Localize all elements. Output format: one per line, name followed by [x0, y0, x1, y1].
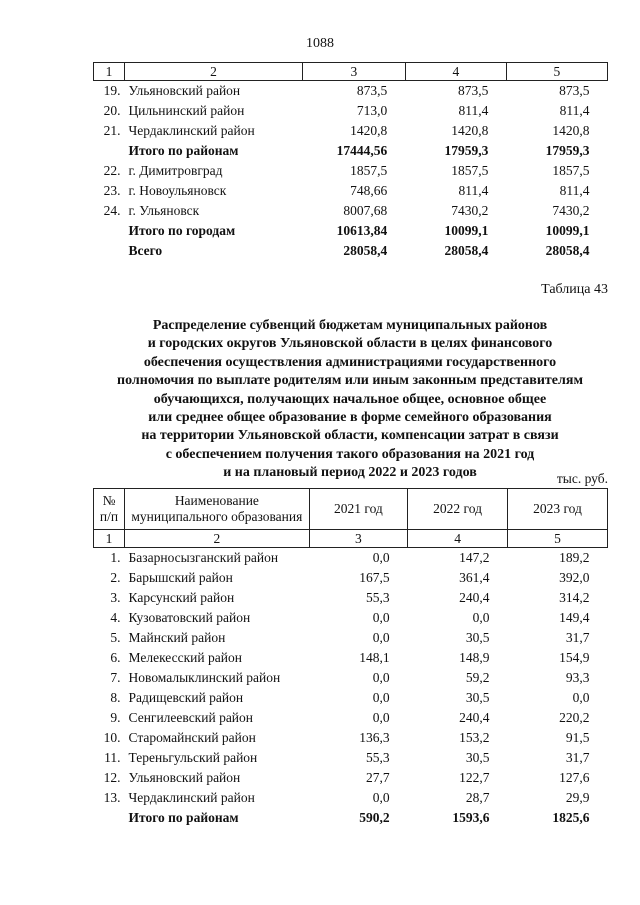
heading-line: или среднее общее образование в форме семейного образования [148, 410, 552, 426]
value-2022: 28058,4 [444, 243, 489, 258]
value-2021: 0,0 [372, 550, 390, 565]
value-2023: 149,4 [559, 610, 590, 625]
value-2021: 27,7 [365, 770, 390, 785]
value-2021: 148,1 [359, 650, 390, 665]
row-name: Чердаклинский район [128, 123, 255, 138]
value-2021: 713,0 [356, 103, 388, 118]
bottom-table-header [94, 489, 608, 530]
row-name: Ульяновский район [128, 770, 241, 785]
column-number: 4 [405, 63, 506, 81]
header-2021: 2021 год [309, 489, 407, 530]
top-table [93, 62, 608, 261]
value-2021: 136,3 [359, 730, 390, 745]
column-number: 5 [506, 63, 607, 81]
header-name: Наименование муниципального образования [125, 489, 310, 530]
row-number: 2. [110, 570, 121, 585]
row-number: 23. [103, 183, 121, 198]
value-2021: 0,0 [372, 690, 390, 705]
value-2023: 91,5 [565, 730, 590, 745]
column-number: 1 [94, 530, 125, 548]
table-row [94, 688, 608, 708]
value-2022: 1857,5 [451, 163, 489, 178]
table-row [94, 141, 608, 161]
value-2023: 10099,1 [545, 223, 590, 238]
table-row [94, 161, 608, 181]
table-row [94, 668, 608, 688]
value-2022: 811,4 [458, 183, 489, 198]
row-name: г. Ульяновск [128, 203, 200, 218]
value-2021: 55,3 [365, 590, 390, 605]
row-name: Кузоватовский район [128, 610, 251, 625]
value-2022: 10099,1 [444, 223, 489, 238]
row-name: Базарносызганский район [128, 550, 279, 565]
table-row [94, 101, 608, 121]
row-number [94, 141, 125, 161]
value-2023: 31,7 [565, 630, 590, 645]
row-number: 5. [110, 630, 121, 645]
header-2023: 2023 год [508, 489, 608, 530]
page-number: 1088 [306, 36, 334, 51]
row-number: 6. [110, 650, 121, 665]
value-2023: 189,2 [559, 550, 590, 565]
row-number: 9. [110, 710, 121, 725]
value-2021: 0,0 [372, 610, 390, 625]
value-2023: 1420,8 [552, 123, 590, 138]
heading-line: полномочия по выплате родителям или иным законным представителям [117, 373, 583, 389]
heading-line: на территории Ульяновской области, компенсации затрат в связи [141, 428, 559, 444]
table-row [94, 588, 608, 608]
table-row [94, 808, 608, 828]
value-2022: 1593,6 [452, 810, 490, 825]
table-row [94, 768, 608, 788]
column-number: 3 [309, 530, 407, 548]
value-2022: 7430,2 [451, 203, 489, 218]
bottom-table-body [94, 489, 608, 829]
value-2021: 28058,4 [343, 243, 388, 258]
row-number: 1. [110, 550, 121, 565]
heading-line: обеспечения осуществления администрациями государственного [143, 354, 557, 370]
value-2021: 10613,84 [336, 223, 388, 238]
bottom-table [93, 488, 608, 828]
value-2023: 29,9 [565, 790, 590, 805]
table-row [94, 221, 608, 241]
heading-line: обучающихся, получающих начальное общее, основное общее [153, 391, 547, 407]
value-2022: 240,4 [459, 710, 490, 725]
heading-line: и городских округов Ульяновской области в целях финансового [147, 336, 553, 352]
column-number: 3 [303, 63, 406, 81]
value-2022: 240,4 [459, 590, 490, 605]
row-name: Карсунский район [128, 590, 235, 605]
row-name: Барышский район [128, 570, 233, 585]
value-2021: 1857,5 [350, 163, 388, 178]
table-row [94, 241, 608, 261]
row-name: г. Новоульяновск [128, 183, 227, 198]
value-2023: 811,4 [559, 103, 590, 118]
header-num: № п/п [94, 489, 125, 530]
value-2022: 1420,8 [451, 123, 489, 138]
row-name: Чердаклинский район [128, 790, 255, 805]
column-number: 1 [94, 63, 125, 81]
table-row [94, 201, 608, 221]
row-number [94, 808, 125, 828]
column-number: 4 [408, 530, 508, 548]
value-2022: 28,7 [465, 790, 490, 805]
heading-line: и на плановый период 2022 и 2023 годов [223, 465, 477, 481]
value-2021: 8007,68 [343, 203, 388, 218]
row-name: Ульяновский район [128, 83, 241, 98]
value-2022: 361,4 [459, 570, 490, 585]
row-number: 11. [104, 750, 121, 765]
value-2021: 748,66 [350, 183, 388, 198]
row-name: Радищевский район [128, 690, 244, 705]
value-2021: 0,0 [372, 790, 390, 805]
table-row [94, 548, 608, 569]
top-table-column-numbers [94, 63, 608, 81]
header-2022: 2022 год [408, 489, 508, 530]
value-2023: 1825,6 [552, 810, 590, 825]
row-name: Итого по городам [128, 223, 236, 238]
row-number: 3. [110, 590, 121, 605]
column-number: 2 [125, 530, 310, 548]
row-name: Майнский район [128, 630, 226, 645]
value-2022: 0,0 [472, 610, 490, 625]
table-row [94, 788, 608, 808]
value-2021: 0,0 [372, 670, 390, 685]
row-number: 13. [103, 790, 121, 805]
row-name: Итого по районам [128, 143, 239, 158]
row-name: Цильнинский район [128, 103, 245, 118]
value-2023: 314,2 [559, 590, 590, 605]
table-row [94, 181, 608, 201]
row-name: Сенгилеевский район [128, 710, 254, 725]
value-2022: 147,2 [459, 550, 490, 565]
top-table-body [94, 63, 608, 262]
row-number: 20. [103, 103, 121, 118]
bottom-table-column-numbers [94, 530, 608, 548]
row-name: Старомайнский район [128, 730, 256, 745]
row-number: 8. [110, 690, 121, 705]
value-2021: 0,0 [372, 710, 390, 725]
row-name: Всего [128, 243, 163, 258]
units-label: тыс. руб. [556, 471, 608, 486]
table-row [94, 708, 608, 728]
row-number: 10. [103, 730, 121, 745]
value-2021: 590,2 [359, 810, 390, 825]
row-number: 21. [103, 123, 121, 138]
value-2023: 28058,4 [545, 243, 590, 258]
value-2022: 873,5 [457, 83, 489, 98]
value-2023: 811,4 [559, 183, 590, 198]
table-heading [80, 317, 620, 483]
value-2023: 392,0 [559, 570, 590, 585]
table-row [94, 568, 608, 588]
value-2021: 0,0 [372, 630, 390, 645]
value-2022: 30,5 [465, 690, 490, 705]
heading-line: Распределение субвенций бюджетам муниципальных районов [152, 318, 548, 333]
row-name: Новомалыклинский район [128, 670, 281, 685]
value-2022: 17959,3 [444, 143, 489, 158]
row-number: 4. [110, 610, 121, 625]
value-2021: 873,5 [356, 83, 388, 98]
value-2023: 127,6 [559, 770, 590, 785]
value-2023: 873,5 [559, 83, 590, 98]
row-name: Итого по районам [128, 810, 239, 825]
heading-line: с обеспечением получения такого образования на 2021 год [165, 446, 535, 462]
value-2023: 220,2 [559, 710, 590, 725]
column-number: 5 [508, 530, 608, 548]
row-name: Мелекесский район [128, 650, 242, 665]
row-number [94, 221, 125, 241]
value-2023: 0,0 [572, 690, 590, 705]
table-row [94, 121, 608, 141]
value-2022: 59,2 [465, 670, 490, 685]
value-2022: 153,2 [459, 730, 490, 745]
value-2022: 148,9 [459, 650, 490, 665]
value-2022: 30,5 [465, 750, 490, 765]
value-2022: 30,5 [465, 630, 490, 645]
value-2021: 1420,8 [350, 123, 388, 138]
table-row [94, 748, 608, 768]
row-number [94, 241, 125, 261]
table-row [94, 628, 608, 648]
table-row [94, 81, 608, 102]
value-2023: 31,7 [565, 750, 590, 765]
row-number: 7. [110, 670, 121, 685]
row-name: г. Димитровград [128, 163, 223, 178]
table-row [94, 608, 608, 628]
value-2023: 154,9 [559, 650, 590, 665]
row-number: 12. [103, 770, 121, 785]
row-number: 19. [103, 83, 121, 98]
table-label: Таблица 43 [541, 282, 608, 297]
value-2023: 17959,3 [545, 143, 590, 158]
value-2022: 122,7 [459, 770, 490, 785]
table-row [94, 648, 608, 668]
value-2021: 17444,56 [336, 143, 388, 158]
value-2023: 7430,2 [552, 203, 590, 218]
row-number: 22. [103, 163, 121, 178]
table-row [94, 728, 608, 748]
value-2023: 1857,5 [552, 163, 590, 178]
value-2023: 93,3 [565, 670, 590, 685]
row-number: 24. [103, 203, 121, 218]
value-2021: 167,5 [359, 570, 390, 585]
row-name: Тереньгульский район [128, 750, 258, 765]
value-2022: 811,4 [458, 103, 489, 118]
value-2021: 55,3 [365, 750, 390, 765]
column-number: 2 [124, 63, 302, 81]
